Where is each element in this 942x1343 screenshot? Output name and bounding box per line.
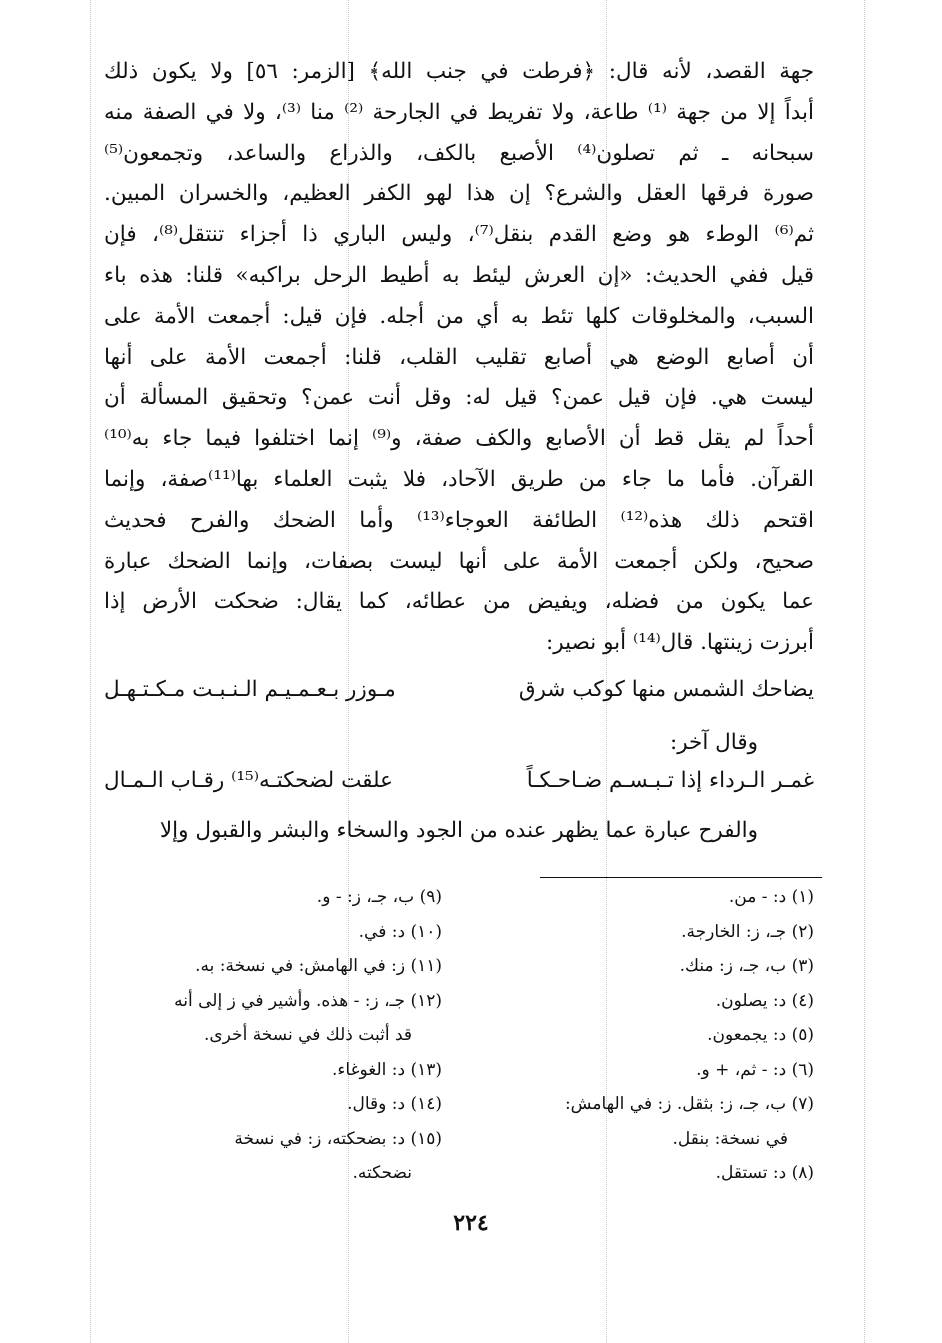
body-line: جهة القصد، لأنه قال: ﴿فرطت في جنب الله﴾ [الزمر: ٥٦] ولا يكون ذلك [104,59,814,84]
footnote: (١٠) د: في. [358,921,442,942]
body-line: أبرزت زينتها. قال⁽¹⁴⁾ أبو نصير: [546,630,814,656]
verse-second-hemistich: مـوزر بـعـمـيـم الـنـبـت مـكـتـهـل [104,677,396,702]
footnote: (٩) ب، جـ، ز: - و. [316,887,442,907]
footnote: (٥) د: يجمعون. [707,1025,814,1045]
footnote: (١١) ز: في الهامش: في نسخة: به. [195,956,442,976]
footnote-continuation: قد أثبت ذلك في نسخة أخرى. [203,1025,412,1045]
footnote: (٤) د: يصلون. [715,990,814,1011]
body-line: ليست هي. فإن قيل عمن؟ قيل له: وقل أنت عمن؟ وتحقيق المسألة أن [104,385,814,411]
body-text [104,52,814,664]
footnote: (٣) ب، جـ، ز: منك. [679,956,814,976]
body-line: ثم⁽⁶⁾ الوطء هو وضع القدم بنقل⁽⁷⁾، وليس الباري ذا أجزاء تنتقل⁽⁸⁾، فإن [104,222,814,248]
verse-line [104,670,814,710]
footnote: (١٤) د: وقال. [347,1094,442,1114]
footnotes-right-column [484,880,814,1191]
body-line: اقتحم ذلك هذه⁽¹²⁾ الطائفة العوجاء⁽¹³⁾ وأما الضحك والفرح فحديث [104,507,814,533]
footnote: (١٢) جـ، ز: - هذه. وأشير في ز إلى أنه [174,990,442,1011]
footnote: (١٥) د: بضحكته، ز: في نسخة [234,1128,442,1149]
footnotes-left-column [102,880,442,1191]
body-line: أحداً لم يقل قط أن الأصابع والكف صفة، و⁽⁹⁾ إنما اختلفوا فيما جاء به⁽¹⁰⁾ [104,426,814,452]
footnote: (١) د: - من. [728,887,814,907]
body-line: صحيح، ولكن أجمعت الأمة على أنها ليست بصفات، وإنما الضحك عبارة [104,548,814,574]
footnote: (٦) د: - ثم، + و. [696,1059,814,1080]
footnote-separator [540,877,822,878]
body-line: والفرح عبارة عما يظهر عنده من الجود والسخاء والبشر والقبول وإلا [159,818,758,843]
body-line: صورة فرقها العقل والشرع؟ إن هذا لهو الكفر العظيم، والخسران المبين. [104,181,814,207]
verse-intro: وقال آخر: [669,730,758,755]
footnote: (٢) جـ، ز: الخارجة. [681,921,814,942]
body-line: قيل ففي الحديث: «إن العرش ليئط به أطيط الرحل براكبه» قلنا: هذه باء [104,262,814,288]
footnote: (٨) د: تستقل. [715,1163,814,1183]
verse-first-hemistich: يضاحك الشمس منها كوكب شرق [518,677,814,702]
verse-first-hemistich: غمـر الـرداء إذا تـبـسـم ضـاحـكـاً [526,768,814,793]
body-line: أن أصابع الوضع هي أصابع تقليب القلب، قلنا: أجمعت الأمة على أنها [104,344,814,370]
verse-second-hemistich: علقت لضحكتـه⁽¹⁵⁾ رقـاب الـمـال [104,768,393,793]
body-line: أبداً إلا من جهة ⁽¹⁾ طاعة، ولا تفريط في الجارحة ⁽²⁾ منا ⁽³⁾، ولا في الصفة منه [104,99,814,125]
page-number: ٢٢٤ [453,1210,489,1236]
body-line: القرآن. فأما ما جاء من طريق الآحاد، فلا يثبت العلماء بها⁽¹¹⁾صفة، وإنما [104,466,814,492]
footnote-continuation: في نسخة: بنقل. [672,1128,788,1149]
footnote-continuation: نضحكته. [352,1163,412,1183]
footnote: (١٣) د: الغوغاء. [332,1059,442,1080]
verse-line [104,761,814,801]
body-line: عما يكون من فضله، ويفيض من عطائه، كما يقال: ضحكت الأرض إذا [104,589,814,615]
footnote: (٧) ب، جـ، ز: بثقل. ز: في الهامش: [564,1094,814,1114]
body-line: سبحانه ـ ثم تصلون⁽⁴⁾ الأصبع بالكف، والذراع والساعد، وتجمعون⁽⁵⁾ [104,140,814,166]
body-line: السبب، والمخلوقات كلها تئط به أي من أجله. فإن قيل: أجمعت الأمة على [104,303,814,329]
